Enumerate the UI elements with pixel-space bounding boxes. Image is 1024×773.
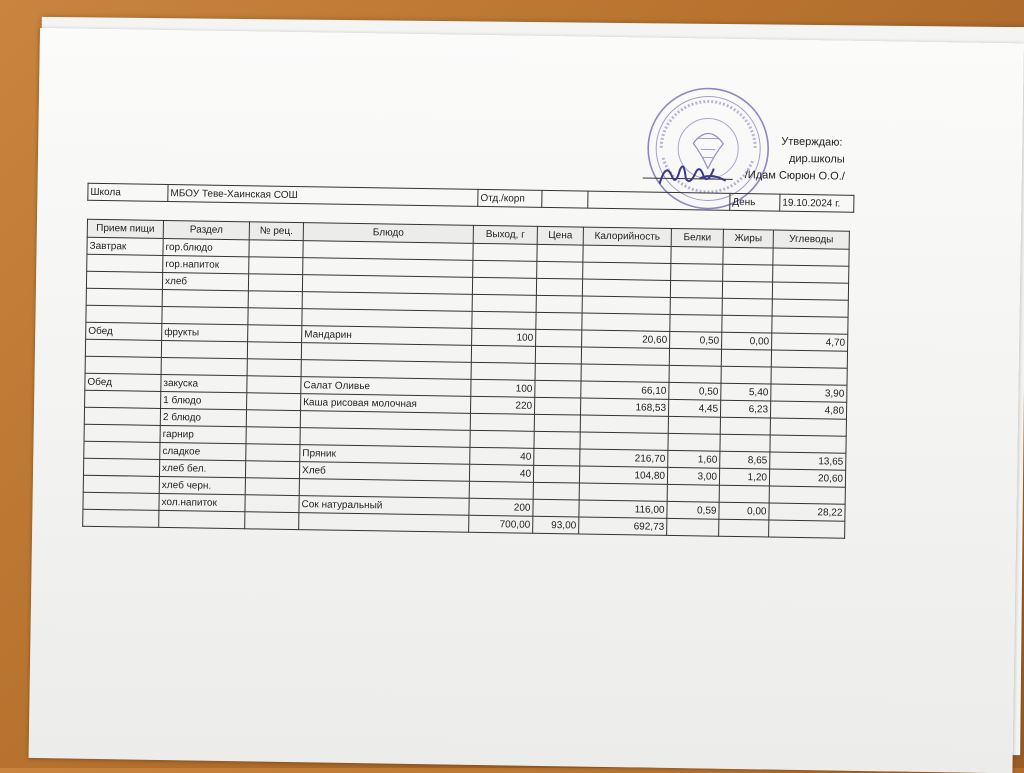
- cell-protein: [667, 484, 719, 502]
- cell-section: [162, 289, 248, 307]
- sheet-content: [81, 29, 910, 602]
- cell-calories: [582, 296, 670, 314]
- cell-carbs: [772, 316, 848, 334]
- col-dish: Блюдо: [303, 223, 473, 244]
- cell-carbs: [772, 299, 848, 317]
- cell-recipe-no: [247, 359, 301, 377]
- cell-yield: [469, 481, 533, 499]
- cell-section: [161, 357, 247, 375]
- cell-carbs: 4,80: [770, 401, 846, 419]
- cell-price: [535, 346, 581, 364]
- cell-fat: 0,00: [719, 502, 769, 520]
- cell-protein: [669, 365, 721, 383]
- cell-protein: [670, 280, 722, 298]
- cell-yield: [472, 311, 536, 329]
- cell-recipe-no: [246, 410, 300, 428]
- cell-calories: 116,00: [579, 500, 667, 518]
- cell-section: [162, 306, 248, 324]
- cell-calories: [580, 432, 668, 450]
- cell-recipe-no: [246, 427, 300, 445]
- cell-meal: [84, 424, 160, 442]
- cell-dish: Сок натуральный: [299, 496, 469, 516]
- cell-price: [533, 499, 579, 517]
- cell-protein: [671, 246, 723, 264]
- cell-calories: 104,80: [579, 466, 667, 484]
- approval-block: [733, 133, 924, 187]
- cell-section: закуска: [161, 374, 247, 392]
- cell-price: [536, 278, 582, 296]
- cell-calories: [581, 347, 669, 365]
- cell-meal: [83, 509, 159, 527]
- cell-protein: 0,50: [669, 382, 721, 400]
- cell-price: [536, 312, 582, 330]
- cell-recipe-no: [247, 376, 301, 394]
- cell-calories: [579, 483, 667, 501]
- cell-yield: [473, 260, 537, 278]
- cell-section: гарнир: [160, 425, 246, 443]
- cell-carbs: 3,90: [771, 384, 847, 402]
- cell-meal: [83, 475, 159, 493]
- cell-protein: [668, 433, 720, 451]
- col-calories: Калорийность: [583, 227, 671, 246]
- cell-carbs: [771, 367, 847, 385]
- cell-fat: 8,65: [720, 451, 770, 469]
- cell-yield: 700,00: [469, 515, 533, 533]
- cell-section: хол.напиток: [159, 493, 245, 511]
- cell-dish: Мандарин: [302, 326, 472, 346]
- cell-yield: [470, 413, 534, 431]
- cell-meal: [86, 271, 162, 289]
- cell-meal: [83, 458, 159, 476]
- cell-meal: [85, 339, 161, 357]
- cell-calories: 692,73: [579, 517, 667, 535]
- cell-price: [533, 465, 579, 483]
- cell-price: [534, 414, 580, 432]
- cell-protein: 1,60: [668, 450, 720, 468]
- cell-fat: [721, 349, 771, 367]
- cell-yield: 100: [472, 328, 536, 346]
- cell-dish: Каша рисовая молочная: [301, 394, 471, 414]
- cell-fat: 1,20: [719, 468, 769, 486]
- cell-calories: 66,10: [581, 381, 669, 399]
- cell-carbs: 13,65: [770, 452, 846, 470]
- cell-section: хлеб черн.: [159, 476, 245, 494]
- dept-value: [542, 190, 588, 208]
- cell-protein: [667, 518, 719, 536]
- cell-recipe-no: [246, 444, 300, 462]
- cell-section: сладкое: [160, 442, 246, 460]
- cell-calories: [581, 364, 669, 382]
- cell-recipe-no: [245, 512, 299, 530]
- cell-calories: [580, 415, 668, 433]
- approval-name: /Идам Сюрюн О.О./: [744, 169, 845, 183]
- cell-calories: 216,70: [580, 449, 668, 467]
- cell-recipe-no: [248, 291, 302, 309]
- cell-carbs: 20,60: [769, 469, 845, 487]
- cell-price: [534, 397, 580, 415]
- cell-dish: Салат Оливье: [301, 377, 471, 397]
- cell-price: [537, 244, 583, 262]
- cell-fat: 5,40: [721, 383, 771, 401]
- cell-recipe-no: [245, 461, 299, 479]
- cell-fat: 6,23: [720, 400, 770, 418]
- cell-yield: [471, 362, 535, 380]
- cell-fat: [722, 298, 772, 316]
- cell-carbs: [769, 520, 845, 538]
- cell-yield: 100: [471, 379, 535, 397]
- cell-fat: [722, 281, 772, 299]
- cell-protein: [669, 348, 721, 366]
- cell-carbs: [772, 282, 848, 300]
- cell-meal: Обед: [86, 322, 162, 340]
- cell-protein: [670, 297, 722, 315]
- cell-fat: [720, 434, 770, 452]
- cell-meal: [86, 305, 162, 323]
- cell-section: [159, 510, 245, 528]
- cell-meal: [86, 288, 162, 306]
- cell-protein: 0,50: [670, 331, 722, 349]
- cell-recipe-no: [247, 342, 301, 360]
- cell-carbs: [770, 435, 846, 453]
- cell-fat: [723, 264, 773, 282]
- cell-fat: [722, 315, 772, 333]
- cell-protein: 0,59: [667, 501, 719, 519]
- cell-fat: [719, 485, 769, 503]
- cell-fat: [721, 366, 771, 384]
- cell-section: 2 блюдо: [160, 408, 246, 426]
- cell-fat: [719, 519, 769, 537]
- cell-meal: Обед: [85, 373, 161, 391]
- cell-carbs: 4,70: [772, 333, 848, 351]
- col-fat: Жиры: [723, 229, 773, 248]
- cell-price: [535, 363, 581, 381]
- col-section: Раздел: [163, 220, 249, 239]
- cell-yield: [472, 277, 536, 295]
- cell-meal: [85, 356, 161, 374]
- cell-fat: [720, 417, 770, 435]
- cell-section: гор.напиток: [163, 255, 249, 273]
- cell-recipe-no: [247, 393, 301, 411]
- col-recipe-no: № рец.: [249, 222, 303, 241]
- cell-yield: 40: [470, 447, 534, 465]
- cell-yield: [473, 243, 537, 261]
- approval-title: Утверждаю:: [781, 135, 843, 149]
- cell-dish: Хлеб: [299, 462, 469, 482]
- cell-recipe-no: [245, 478, 299, 496]
- cell-recipe-no: [248, 274, 302, 292]
- cell-fat: [723, 247, 773, 265]
- cell-protein: [668, 416, 720, 434]
- cell-recipe-no: [249, 240, 303, 258]
- cell-dish: [299, 513, 469, 533]
- cell-meal: [87, 254, 163, 272]
- cell-yield: 200: [469, 498, 533, 516]
- director-signature-icon: [656, 156, 737, 193]
- cell-carbs: [773, 248, 849, 266]
- cell-yield: [472, 294, 536, 312]
- dept-label: Отд./корп: [478, 189, 542, 207]
- cell-meal: [83, 492, 159, 510]
- cell-carbs: 28,22: [769, 503, 845, 521]
- cell-recipe-no: [245, 495, 299, 513]
- cell-price: [534, 448, 580, 466]
- cell-calories: [583, 245, 671, 263]
- cell-yield: 220: [471, 396, 535, 414]
- col-price: Цена: [537, 226, 583, 245]
- cell-yield: [470, 430, 534, 448]
- cell-price: [535, 380, 581, 398]
- cell-section: 1 блюдо: [161, 391, 247, 409]
- approval-position: дир.школы: [788, 152, 845, 166]
- cell-fat: 0,00: [722, 332, 772, 350]
- date-value: 19.10.2024 г.: [780, 194, 854, 212]
- header-spacer: [588, 191, 730, 210]
- cell-carbs: [769, 486, 845, 504]
- cell-section: хлеб: [162, 272, 248, 290]
- cell-price: [537, 261, 583, 279]
- cell-price: [536, 295, 582, 313]
- cell-calories: [583, 262, 671, 280]
- menu-sheet: [29, 28, 1024, 773]
- cell-meal: [84, 441, 160, 459]
- cell-meal: [84, 407, 160, 425]
- cell-section: гор.блюдо: [163, 238, 249, 256]
- cell-price: [534, 431, 580, 449]
- col-protein: Белки: [671, 228, 723, 247]
- cell-yield: 40: [469, 464, 533, 482]
- cell-protein: 3,00: [667, 467, 719, 485]
- school-label: Школа: [88, 183, 168, 201]
- cell-calories: [582, 313, 670, 331]
- cell-section: фрукты: [162, 323, 248, 341]
- cell-carbs: [773, 265, 849, 283]
- cell-dish: Пряник: [300, 445, 470, 465]
- cell-protein: 4,45: [668, 399, 720, 417]
- menu-body: [83, 237, 849, 538]
- cell-section: [161, 340, 247, 358]
- cell-price: [533, 482, 579, 500]
- cell-price: 93,00: [533, 516, 579, 534]
- cell-meal: Завтрак: [87, 237, 163, 255]
- cell-recipe-no: [248, 325, 302, 343]
- cell-recipe-no: [248, 308, 302, 326]
- col-meal: Прием пищи: [87, 219, 163, 238]
- cell-carbs: [771, 350, 847, 368]
- cell-calories: [582, 279, 670, 297]
- col-carbs: Углеводы: [773, 230, 849, 249]
- cell-calories: 168,53: [580, 398, 668, 416]
- cell-protein: [671, 263, 723, 281]
- cell-calories: 20,60: [582, 330, 670, 348]
- menu-table: [82, 219, 850, 539]
- cell-meal: [85, 390, 161, 408]
- cell-carbs: [770, 418, 846, 436]
- cell-yield: [471, 345, 535, 363]
- col-yield: Выход, г: [473, 225, 537, 244]
- school-name: МБОУ Теве-Хаинская СОШ: [168, 185, 478, 207]
- cell-protein: [670, 314, 722, 332]
- day-label: День: [730, 193, 780, 211]
- cell-price: [536, 329, 582, 347]
- cell-section: хлеб бел.: [159, 459, 245, 477]
- cell-recipe-no: [249, 257, 303, 275]
